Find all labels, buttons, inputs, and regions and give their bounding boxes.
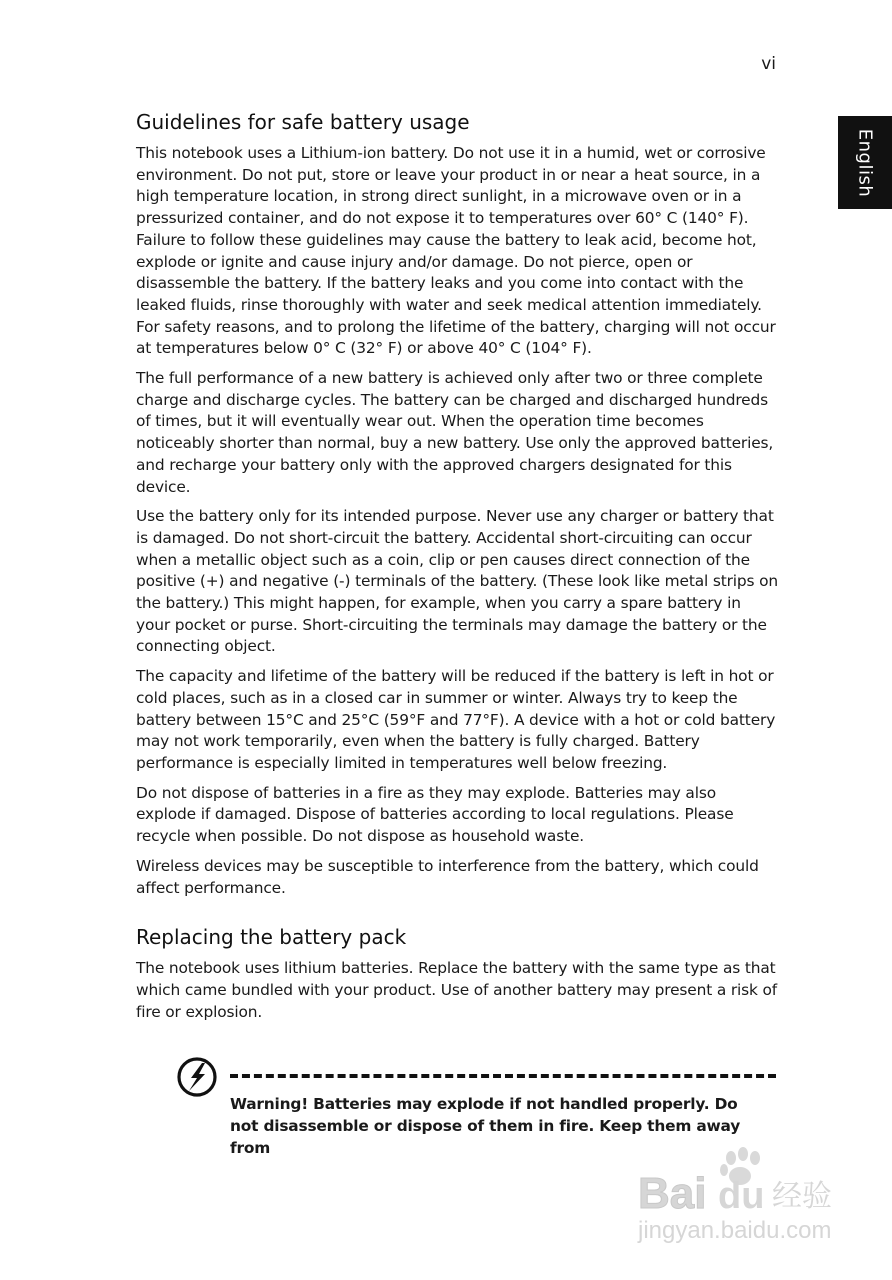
paragraph-intended-purpose: Use the battery only for its intended purpose. Never use any charger or battery that is damaged. Do not short-circuit the battery. Accidental short-circuiting can occur when a metallic object such as a coin, clip or pen causes direct connection of the positive (+) and negative (-) terminals of the battery. (These look like metal strips on the battery.) This might happen, for example, when you carry a spare battery in your pocket or purse. Short-circuiting the terminals may damage the battery or the connecting object.: [136, 507, 779, 656]
page-content: [136, 108, 778, 1031]
warning-callout: [176, 1056, 782, 1157]
language-tab: [838, 116, 892, 209]
section-heading-battery-usage: Guidelines for safe battery usage: [136, 110, 470, 134]
svg-text:Bai: Bai: [638, 1169, 707, 1218]
language-tab-label: English: [854, 128, 876, 197]
paragraph-replacing-battery: The notebook uses lithium batteries. Replace the battery with the same type as that which came bundled with your product. Use of another battery may present a risk of fire or explosion.: [136, 959, 778, 1021]
paragraph-disposal: Do not dispose of batteries in a fire as they may explode. Batteries may also explode if damaged. Dispose of batteries according to local regulations. Please recycle when possible. Do not dispose as household waste.: [136, 783, 734, 846]
warning-text: Warning! Batteries may explode if not handled properly. Do not disassemble or dispose of them in fire. Keep them away from: [230, 1095, 741, 1157]
baidu-watermark-logo: [636, 1146, 856, 1256]
lightning-warning-icon: [176, 1056, 218, 1098]
warning-divider: [230, 1074, 776, 1078]
paragraph-wireless-interference: Wireless devices may be susceptible to interference from the battery, which could affect performance.: [136, 856, 759, 897]
page-number: vi: [761, 54, 776, 74]
paragraph-capacity-lifetime: The capacity and lifetime of the battery will be reduced if the battery is left in hot or cold places, such as in a closed car in summer or winter. Always try to keep the battery between 15°C and 25°C (59°F and 77°F). A device with a hot or cold battery may not work temporarily, even when the battery is fully charged. Battery performance is especially limited in temperatures well below freezing.: [136, 667, 776, 772]
svg-text:jingyan.baidu.com: jingyan.baidu.com: [638, 1217, 832, 1244]
svg-text:经验: 经验: [772, 1179, 832, 1214]
paragraph-full-performance: The full performance of a new battery is achieved only after two or three complete charge and discharge cycles. The battery can be charged and discharged hundreds of times, but it will eventually wear out. When the operation time becomes noticeably shorter than normal, buy a new battery. Use only the approved batteries, and recharge your battery only with the approved chargers designated for this device.: [136, 369, 774, 496]
svg-text:du: du: [718, 1175, 765, 1217]
section-heading-replacing-battery: Replacing the battery pack: [136, 925, 407, 950]
paragraph-lithium-ion: This notebook uses a Lithium-ion battery. Do not use it in a humid, wet or corrosive environment. Do not put, store or leave your product in or near a heat source, in a high temperature location, in strong direct sunlight, in a microwave oven or in a pressurized container, and do not expose it to temperatures over 60° C (140° F). Failure to follow these guidelines may cause the battery to leak acid, become hot, explode or ignite and cause injury and/or damage. Do not pierce, open or disassemble the battery. If the battery leaks and you come into contact with the leaked fluids, rinse thoroughly with water and seek medical attention immediately. For safety reasons, and to prolong the lifetime of the battery, charging will not occur at temperatures below 0° C (32° F) or above 40° C (104° F).: [136, 144, 776, 358]
